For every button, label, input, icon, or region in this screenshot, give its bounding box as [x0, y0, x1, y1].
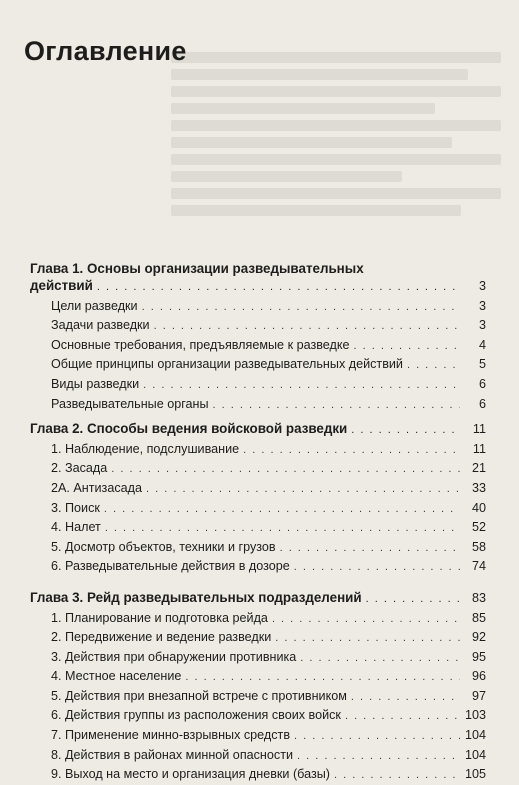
dot-leader [351, 421, 460, 440]
toc-entry-page: 40 [471, 500, 486, 515]
toc-entry-page: 6 [478, 396, 486, 411]
toc-entry [30, 628, 486, 648]
toc-entry [30, 297, 486, 317]
chapter-3-page: 83 [471, 590, 486, 605]
toc-entry-page: 52 [471, 520, 486, 535]
toc-entry-label: Основные требования, предъявляемые к разведке [51, 337, 350, 352]
dot-leader [275, 629, 460, 648]
chapter-1-page: 3 [478, 279, 486, 293]
chapter-2-page: 11 [472, 422, 486, 437]
toc-entry [30, 538, 486, 558]
toc-entry-page: 105 [464, 767, 486, 782]
toc-entry-label: 5. Действия при внезапной встрече с противником [51, 688, 347, 703]
toc-entry-page: 11 [472, 441, 486, 456]
dot-leader [294, 727, 460, 746]
toc-entry-label: 6. Разведывательные действия в дозоре [51, 559, 290, 574]
toc-entry-page: 33 [471, 480, 486, 495]
chapter-1-heading-cont: действий [30, 278, 93, 293]
toc-entry-page: 95 [471, 649, 486, 664]
chapter-2-heading-line [30, 420, 486, 440]
toc-entry [30, 667, 486, 687]
toc-entry-page: 85 [471, 610, 486, 625]
toc-entry-label: 2А. Антизасада [51, 480, 142, 495]
dot-leader [243, 441, 460, 460]
dot-leader [280, 539, 460, 558]
toc-entry [30, 336, 486, 356]
dot-leader [272, 610, 460, 629]
toc-entry-page: 3 [478, 318, 486, 333]
toc-entry-label: 6. Действия группы из расположения своих войск [51, 708, 341, 723]
toc-entry-label: 8. Действия в районах минной опасности [51, 747, 293, 762]
toc-entry [30, 687, 486, 707]
toc-entry-label: Общие принципы организации разведывательных действий [51, 357, 403, 372]
table-of-contents [30, 260, 486, 785]
dot-leader [111, 460, 460, 479]
chapter-2-heading: Глава 2. Способы ведения войсковой разведки [30, 421, 348, 437]
toc-entry-label: 1. Планирование и подготовка рейда [51, 610, 268, 625]
dot-leader [334, 766, 460, 785]
bleed-through-text [171, 46, 501, 246]
dot-leader [142, 298, 460, 317]
dot-leader [407, 356, 460, 375]
toc-entry [30, 557, 486, 577]
dot-leader [345, 707, 460, 726]
toc-entry [30, 440, 486, 460]
toc-entry [30, 765, 486, 785]
dot-leader [154, 317, 460, 336]
toc-entry-page: 104 [464, 728, 486, 743]
toc-entry-page: 103 [464, 708, 486, 723]
toc-entry [30, 375, 486, 395]
toc-entry-label: 5. Досмотр объектов, техники и грузов [51, 539, 276, 554]
toc-entry-label: 4. Налет [51, 520, 101, 535]
toc-entry [30, 706, 486, 726]
toc-entry [30, 316, 486, 336]
toc-entry [30, 609, 486, 629]
dot-leader [104, 500, 460, 519]
toc-entry-page: 6 [478, 376, 486, 391]
toc-entry-label: Разведывательные органы [51, 396, 209, 411]
dot-leader [354, 337, 461, 356]
chapter-3-heading-line [30, 589, 486, 609]
dot-leader [185, 668, 460, 687]
dot-leader [297, 747, 460, 766]
dot-leader [294, 558, 460, 577]
toc-entry [30, 459, 486, 479]
toc-entry-page: 4 [478, 337, 486, 352]
toc-entry-page: 92 [471, 630, 486, 645]
dot-leader [97, 278, 460, 297]
dot-leader [300, 649, 460, 668]
dot-leader [105, 519, 460, 538]
toc-entry-label: 3. Действия при обнаружении противника [51, 649, 297, 664]
toc-entry-label: Задачи разведки [51, 318, 150, 333]
toc-entry-page: 104 [464, 747, 486, 762]
chapter-1-heading-line2 [30, 277, 486, 297]
toc-entry-label: 1. Наблюдение, подслушивание [51, 441, 240, 456]
dot-leader [351, 688, 460, 707]
toc-entry [30, 499, 486, 519]
toc-entry-page: 74 [471, 559, 486, 574]
toc-entry-page: 96 [471, 669, 486, 684]
dot-leader [366, 590, 460, 609]
dot-leader [146, 480, 460, 499]
toc-entry [30, 726, 486, 746]
toc-entry-label: 2. Засада [51, 461, 108, 476]
toc-entry-label: 9. Выход на место и организация дневки (базы) [51, 767, 330, 782]
page-title: Оглавление [24, 36, 187, 66]
toc-entry-label: 7. Применение минно-взрывных средств [51, 728, 291, 743]
toc-entry [30, 479, 486, 499]
toc-entry-page: 3 [478, 298, 486, 313]
toc-entry [30, 746, 486, 766]
toc-entry [30, 395, 486, 415]
dot-leader [213, 396, 460, 415]
toc-entry-label: 4. Местное население [51, 669, 182, 684]
toc-entry [30, 518, 486, 538]
toc-entry-page: 21 [471, 461, 486, 476]
chapter-3-heading: Глава 3. Рейд разведывательных подразделений [30, 589, 362, 605]
chapter-1-heading: Глава 1. Основы организации разведывательных [30, 261, 364, 276]
toc-entry [30, 355, 486, 375]
toc-entry [30, 648, 486, 668]
toc-entry-label: Цели разведки [51, 298, 138, 313]
toc-entry-page: 97 [471, 688, 486, 703]
toc-entry-page: 5 [478, 357, 486, 372]
toc-entry-label: Виды разведки [51, 376, 140, 391]
toc-entry-label: 3. Поиск [51, 500, 100, 515]
toc-entry-page: 58 [471, 539, 486, 554]
toc-entry-label: 2. Передвижение и ведение разведки [51, 630, 272, 645]
dot-leader [143, 376, 460, 395]
